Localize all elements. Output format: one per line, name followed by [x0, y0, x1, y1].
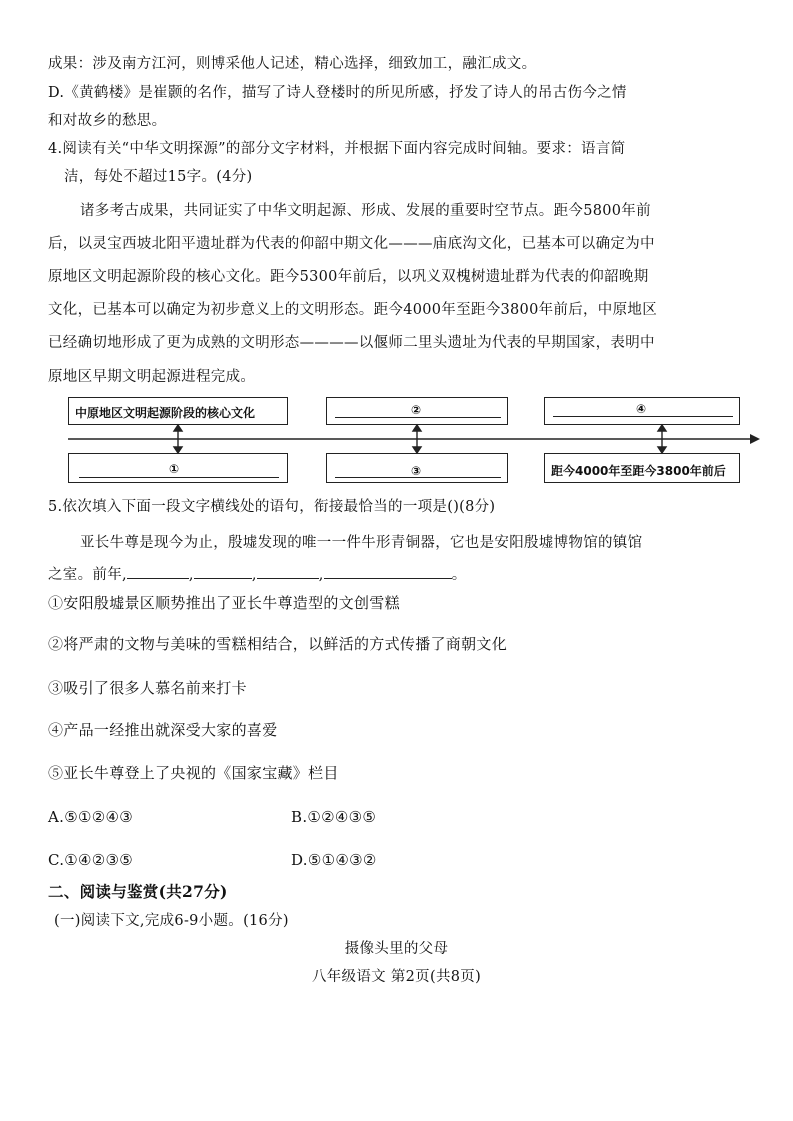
question-4-prompt-cont: 洁，每处不超过15字。(4分) — [64, 169, 253, 185]
text-line: 和对故乡的愁思。 — [48, 113, 167, 129]
section-heading: 二、阅读与鉴赏(共27分) — [48, 882, 228, 901]
blank-number: ③ — [411, 464, 422, 478]
passage-line: 文化，已基本可以确定为初步意义上的文明形态。距今4000年至距今3800年前后，中原地区 — [48, 302, 657, 318]
q5-passage-line-blanks — [48, 564, 467, 586]
option-d: D.《黄鹤楼》是崔颢的名作，描写了诗人登楼时的所见所感，抒发了诗人的吊古伤今之情 — [48, 85, 627, 101]
blank-number: ① — [169, 462, 180, 476]
q5-text-end: 。 — [451, 567, 467, 583]
passage-line: 原地区早期文明起源进程完成。 — [48, 369, 256, 385]
separator: , — [318, 567, 324, 583]
answer-choice-a[interactable]: A.⑤①②④③ — [48, 808, 133, 826]
article-title: 摄像头里的父母 — [344, 941, 449, 957]
sentence-option-3: ③吸引了很多人慕名前来打卡 — [48, 679, 247, 697]
passage-line: 原地区文明起源阶段的核心文化。距今5300年前后，以巩义双槐树遗址群为代表的仰韶晚期 — [48, 269, 649, 285]
q5-text: 之室。前年, — [48, 567, 127, 583]
q5-passage-line: 亚长牛尊是现今为止，殷墟发现的唯一一件牛形青铜器，它也是安阳殷墟博物馆的镇馆 — [80, 535, 643, 551]
timeline-axis — [0, 0, 793, 500]
sentence-option-2: ②将严肃的文物与美味的雪糕相结合，以鲜活的方式传播了商朝文化 — [48, 635, 508, 653]
answer-choice-b[interactable]: B.①②④③⑤ — [291, 808, 377, 826]
answer-choice-c[interactable]: C.①④②③⑤ — [48, 851, 134, 869]
subsection-heading: (一)阅读下文,完成6-9小题。(16分) — [54, 913, 289, 929]
passage-line: 诸多考古成果，共同证实了中华文明起源、形成、发展的重要时空节点。距今5800年前 — [80, 203, 651, 219]
blank-number: ② — [411, 403, 422, 417]
axis-arrowhead — [750, 434, 760, 444]
question-4-prompt: 4.阅读有关“中华文明探源”的部分文字材料，并根据下面内容完成时间轴。要求：语言简 — [48, 141, 626, 157]
sentence-option-1: ①安阳殷墟景区顺势推出了亚长牛尊造型的文创雪糕 — [48, 594, 400, 612]
passage-line: 后，以灵宝西坡北阳平遗址群为代表的仰韶中期文化———庙底沟文化，已基本可以确定为中 — [48, 236, 655, 252]
blank-number: ④ — [636, 402, 647, 416]
separator: , — [251, 567, 257, 583]
text-line: 成果：涉及南方江河，则博采他人记述，精心选择，细致加工，融汇成文。 — [48, 56, 537, 72]
blank-slot[interactable] — [127, 564, 189, 579]
blank-slot[interactable] — [257, 564, 319, 579]
timeline-box-label: 距今4000年至距今3800年前后 — [551, 464, 726, 478]
blank-slot[interactable] — [194, 564, 252, 579]
sentence-option-5: ⑤亚长牛尊登上了央视的《国家宝藏》栏目 — [48, 764, 339, 782]
question-5-prompt: 5.依次填入下面一段文字横线处的语句，衔接最恰当的一项是()(8分) — [48, 499, 496, 515]
passage-line: 已经确切地形成了更为成熟的文明形态————以偃师二里头遗址为代表的早期国家，表明中 — [48, 335, 655, 351]
answer-choice-d[interactable]: D.⑤①④③② — [291, 851, 377, 869]
page-footer: 八年级语文 第2页(共8页) — [311, 969, 482, 985]
sentence-option-4: ④产品一经推出就深受大家的喜爱 — [48, 721, 278, 739]
timeline-box-label: 中原地区文明起源阶段的核心文化 — [75, 406, 256, 420]
blank-slot[interactable] — [324, 564, 452, 579]
separator: , — [188, 567, 194, 583]
